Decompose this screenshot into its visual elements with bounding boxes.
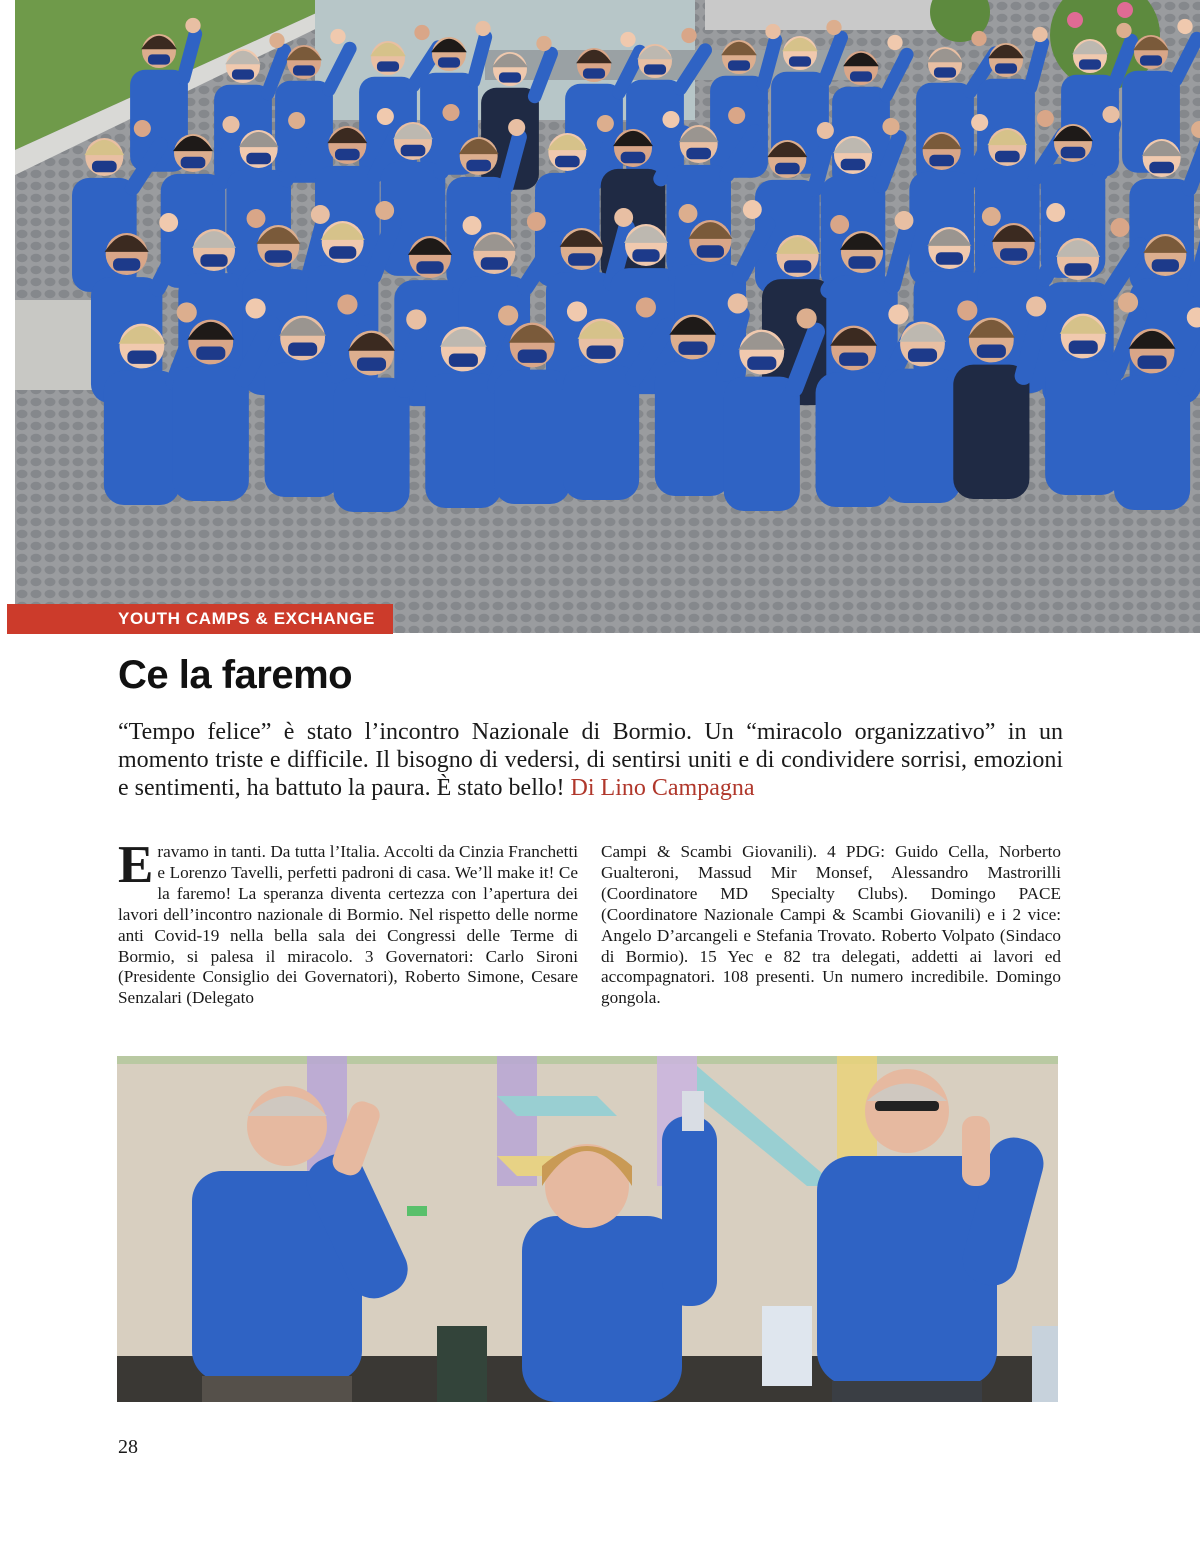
stage-photo (117, 1056, 1058, 1402)
article-title: Ce la faremo (118, 653, 353, 697)
byline: Di Lino Campagna (570, 775, 755, 801)
group-photo-illustration (15, 0, 1200, 633)
stone-block (15, 300, 95, 390)
body-column-right (601, 842, 1061, 1009)
pennant (437, 1326, 487, 1402)
body-text-left: ravamo in tanti. Da tutta l’Italia. Accolti da Cinzia Franchetti e Lorenzo Tavelli, perfetti padroni di casa. We’ll make it! Ce la faremo! La speranza diventa certezza con l’apertura dei lavori dell’incontro nazionale di Bormio. Nel rispetto delle norme anti Covid-19 nella bella sala dei Congressi delle Terme di Bormio, si palesa il miracolo. 3 Governatori: Carlo Sironi (Presidente Consiglio dei Governatori), Roberto Simone, Cesare Senzalari (Delegato (118, 842, 578, 1008)
drop-cap: E (118, 836, 154, 894)
lead-text: “Tempo felice” è stato l’incontro Nazionale di Bormio. Un “miracolo organizzativo” in un momento triste e difficile. Il bisogno di vedersi, di sentirsi uniti e di condividere sorrisi, emozioni e sentimenti, ha battuto la paura. È stato bello! (118, 719, 1063, 801)
stage-photo-illustration (117, 1056, 1058, 1402)
body-text-right: Campi & Scambi Giovanili). 4 PDG: Guido Cella, Norberto Gualteroni, Massud Mir Monsef, Alessandro Mastrorilli (Coordinatore MD Specialty Clubs). Domingo PACE (Coordinatore Nazionale Campi & Scambi Giovanili) e i 2 vice: Angelo D’arcangeli e Stefania Trovato. Roberto Volpato (Sindaco di Bormio). 15 Yec e 82 tra delegati, addetti ai lavori ed accompagnatori. 108 presenti. Un numero incredibile. Domingo gongola. (601, 842, 1061, 1008)
page-number: 28 (118, 1436, 138, 1458)
pennant (762, 1306, 812, 1386)
article-lead (118, 718, 1063, 802)
group-photo (15, 0, 1200, 633)
body-column-left (118, 836, 578, 1009)
section-tag: YOUTH CAMPS & EXCHANGE (7, 604, 393, 634)
